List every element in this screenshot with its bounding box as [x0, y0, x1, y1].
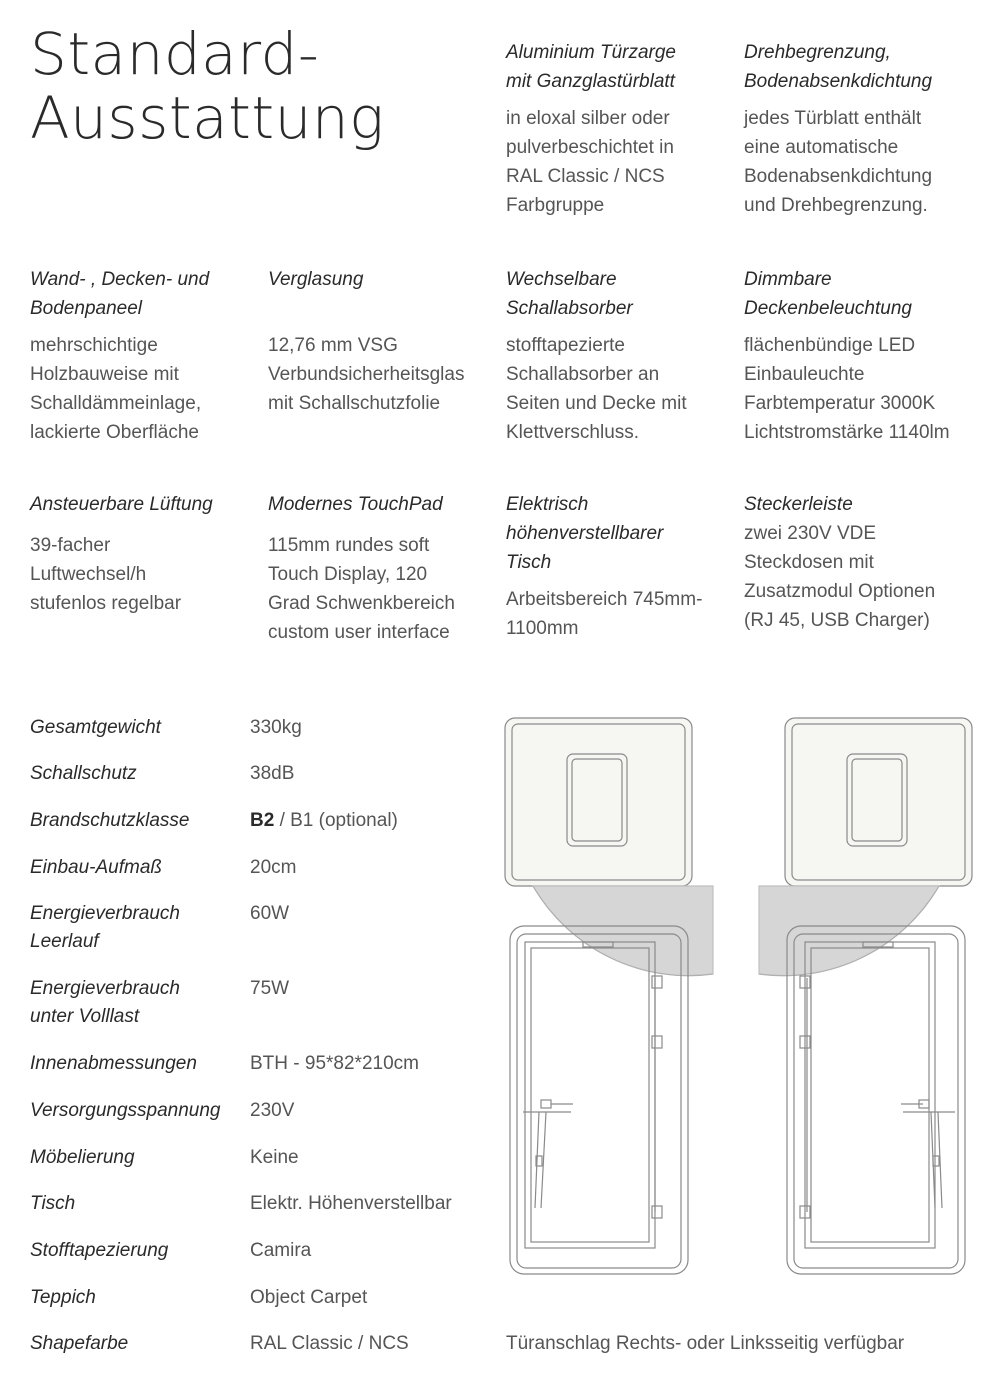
spec-value: 20cm: [250, 857, 297, 878]
spec-value: 60W: [250, 903, 290, 924]
feature-body: stofftapezierte Schallabsorber an Seiten und Decke mit Klettverschluss.: [506, 335, 687, 443]
feature-heading: Ansteuerbare Lüftung: [30, 494, 213, 515]
feature-body: flächenbündige LED Einbauleuchte Farbtemperatur 3000K Lichtstromstärke 1140lm: [744, 335, 950, 443]
spec-key: Stofftapezierung: [30, 1240, 169, 1261]
feature-panels: [30, 265, 260, 447]
spec-value: 75W: [250, 978, 290, 999]
feature-body: in eloxal silber oder pulverbeschichtet in RAL Classic / NCS Farbgruppe: [506, 108, 674, 216]
spec-value: RAL Classic / NCS: [250, 1333, 409, 1354]
spec-key: Energieverbrauch Leerlauf: [30, 903, 180, 952]
spec-value: [250, 807, 510, 835]
feature-absorbers: [506, 265, 736, 447]
spec-value: Elektr. Höhenverstellbar: [250, 1193, 452, 1214]
spec-value: Camira: [250, 1240, 312, 1261]
feature-body: 12,76 mm VSG Verbundsicherheitsglas mit Schallschutzfolie: [268, 335, 465, 414]
feature-body: zwei 230V VDE Steckdosen mit Zusatzmodul Optionen (RJ 45, USB Charger): [744, 523, 936, 631]
spec-key: Versorgungsspannung: [30, 1100, 221, 1121]
spec-key: Möbelierung: [30, 1147, 135, 1168]
feature-body: jedes Türblatt enthält eine automatische Bodenabsenkdichtung und Drehbegrenzung.: [744, 108, 933, 216]
spec-key: Tisch: [30, 1193, 76, 1214]
spec-key: Gesamtgewicht: [30, 717, 161, 738]
feature-heading: Aluminium Türzarge mit Ganzglastürblatt: [506, 42, 676, 92]
feature-body: 115mm rundes soft Touch Display, 120 Grad Schwenkbereich custom user interface: [268, 535, 455, 643]
feature-touchpad: [268, 490, 498, 647]
page-title: [30, 22, 384, 150]
booth-floorplan-drawings: [495, 708, 975, 1288]
feature-heading: Modernes TouchPad: [268, 494, 443, 515]
feature-heading: Wechselbare Schallabsorber: [506, 269, 633, 319]
spec-key: Brandschutzklasse: [30, 810, 190, 831]
spec-value: Object Carpet: [250, 1287, 368, 1308]
feature-heading: Steckerleiste: [744, 494, 853, 515]
page-title-line-1: Standard-: [30, 20, 320, 88]
feature-desk: [506, 490, 736, 643]
page-title-line-2: Ausstattung: [30, 84, 385, 152]
spec-key: Energieverbrauch unter Volllast: [30, 978, 180, 1027]
spec-key: Einbau-Aufmaß: [30, 857, 163, 878]
door-hinge-note: Türanschlag Rechts- oder Linksseitig verfügbar: [506, 1333, 905, 1354]
feature-heading: Wand- , Decken- und Bodenpaneel: [30, 269, 210, 319]
spec-value: 330kg: [250, 717, 302, 738]
feature-glazing: [268, 265, 498, 418]
spec-key: Teppich: [30, 1287, 96, 1308]
spec-key: Shapefarbe: [30, 1333, 129, 1354]
feature-lighting: [744, 265, 984, 447]
feature-heading: Dimmbare Deckenbeleuchtung: [744, 269, 912, 319]
spec-key: Innenabmessungen: [30, 1053, 197, 1074]
floorplan-door-right: [505, 718, 713, 1274]
feature-door-frame: [506, 38, 736, 220]
feature-heading: Drehbegrenzung, Bodenabsenkdichtung: [744, 42, 933, 92]
floorplan-door-left: [759, 718, 972, 1274]
feature-ventilation: [30, 490, 260, 618]
feature-body: mehrschichtige Holzbauweise mit Schalldämmeinlage, lackierte Oberfläche: [30, 335, 202, 443]
spec-value: 38dB: [250, 763, 295, 784]
feature-body: 39-facher Luftwechsel/h stufenlos regelbar: [30, 535, 182, 614]
spec-value: BTH - 95*82*210cm: [250, 1053, 419, 1074]
spec-value-bold: B2: [250, 810, 275, 831]
spec-key: Schallschutz: [30, 763, 137, 784]
feature-rotation-limit: [744, 38, 984, 220]
feature-body: Arbeitsbereich 745mm- 1100mm: [506, 589, 703, 639]
feature-heading: Verglasung: [268, 269, 364, 290]
spec-value: Keine: [250, 1147, 299, 1168]
spec-value: 230V: [250, 1100, 295, 1121]
spec-value-rest: / B1 (optional): [274, 810, 398, 831]
feature-power-strip: [744, 490, 984, 635]
feature-heading: Elektrisch höhenverstellbarer Tisch: [506, 494, 664, 573]
